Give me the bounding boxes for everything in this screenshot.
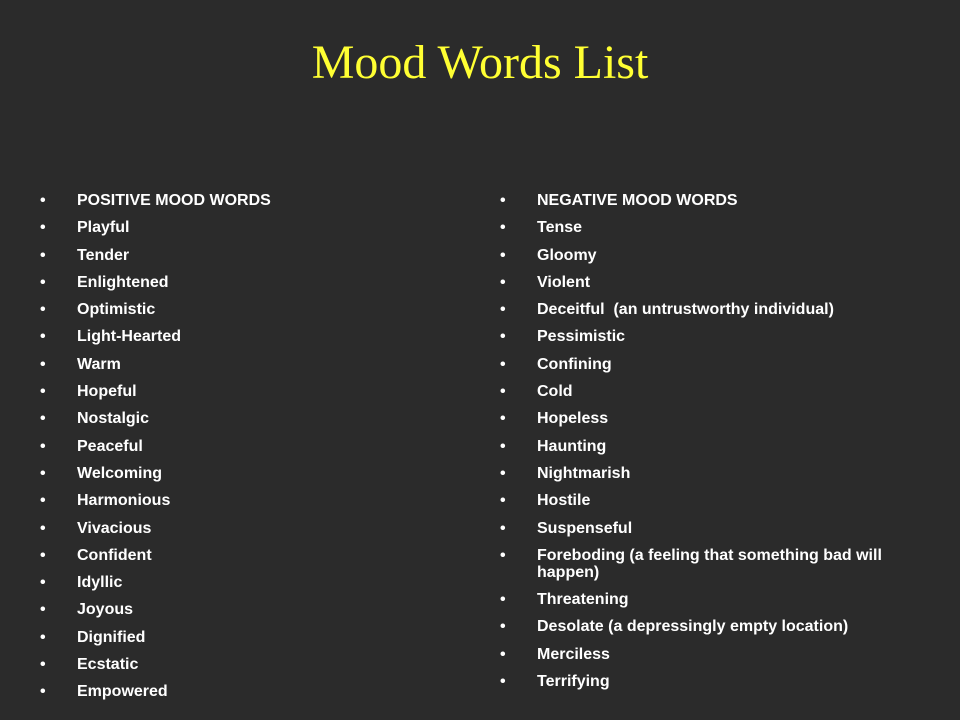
mood-word: Confident — [77, 546, 152, 564]
bullet-icon: • — [40, 519, 46, 537]
list-heading-positive: POSITIVE MOOD WORDS — [77, 192, 271, 209]
list-item — [500, 673, 920, 690]
mood-word: Playful — [77, 219, 130, 237]
list-item — [40, 192, 460, 209]
bullet-icon: • — [500, 246, 506, 264]
mood-word: Vivacious — [77, 519, 152, 537]
bullet-icon: • — [500, 673, 506, 691]
mood-word: Welcoming — [77, 464, 163, 482]
list-item — [500, 492, 920, 509]
bullet-icon: • — [500, 645, 506, 663]
bullet-icon: • — [40, 656, 46, 674]
list-item — [500, 591, 920, 608]
bullet-icon: • — [40, 464, 46, 482]
bullet-icon: • — [500, 519, 506, 537]
bullet-icon: • — [500, 618, 506, 636]
list-item — [500, 465, 920, 482]
list-item — [40, 601, 460, 618]
bullet-icon: • — [40, 301, 46, 319]
mood-word: Joyous — [77, 601, 134, 619]
list-item — [40, 383, 460, 400]
mood-word: Idyllic — [77, 574, 123, 592]
bullet-icon: • — [40, 628, 46, 646]
bullet-icon: • — [500, 591, 506, 609]
bullet-icon: • — [40, 328, 46, 346]
list-item — [500, 274, 920, 291]
list-heading-negative: NEGATIVE MOOD WORDS — [537, 192, 738, 209]
list-item — [500, 356, 920, 373]
bullet-icon: • — [40, 574, 46, 592]
list-item — [40, 356, 460, 373]
list-item — [500, 192, 920, 209]
bullet-icon: • — [500, 192, 506, 209]
bullet-icon: • — [500, 546, 506, 564]
list-item — [40, 547, 460, 564]
mood-word: Harmonious — [77, 492, 171, 510]
bullet-icon: • — [500, 301, 506, 319]
mood-word: Nostalgic — [77, 410, 150, 428]
bullet-icon: • — [40, 192, 46, 209]
list-item — [40, 520, 460, 537]
bullet-icon: • — [40, 492, 46, 510]
list-item — [40, 574, 460, 591]
bullet-icon: • — [500, 355, 506, 373]
mood-word: Hostile — [537, 492, 591, 510]
mood-word: Pessimistic — [537, 328, 626, 346]
list-item — [500, 646, 920, 663]
list-item — [500, 219, 920, 236]
bullet-icon: • — [40, 410, 46, 428]
bullet-icon: • — [40, 683, 46, 701]
bullet-icon: • — [40, 355, 46, 373]
bullet-icon: • — [500, 437, 506, 455]
mood-word: Cold — [537, 383, 573, 401]
mood-word: Tender — [77, 246, 130, 264]
mood-word: Violent — [537, 273, 591, 291]
negative-mood-list — [500, 192, 920, 700]
bullet-icon: • — [40, 383, 46, 401]
mood-word: Ecstatic — [77, 656, 139, 674]
mood-word: Deceitful (an untrustworthy individual) — [537, 301, 834, 319]
slide-title: Mood Words List — [311, 36, 649, 89]
list-item — [500, 383, 920, 400]
list-item — [40, 301, 460, 318]
mood-word: Dignified — [77, 628, 146, 646]
mood-word: Confining — [537, 355, 612, 373]
mood-word: Warm — [77, 355, 121, 373]
list-item — [500, 520, 920, 537]
list-item — [500, 438, 920, 455]
list-item — [500, 618, 920, 635]
bullet-icon: • — [40, 546, 46, 564]
list-item — [40, 465, 460, 482]
list-item — [500, 301, 920, 318]
list-item — [500, 247, 920, 264]
bullet-icon: • — [500, 464, 506, 482]
mood-word: Empowered — [77, 683, 168, 701]
mood-word: Threatening — [537, 591, 629, 609]
list-item — [40, 438, 460, 455]
bullet-icon: • — [40, 219, 46, 237]
list-item — [40, 683, 460, 700]
bullet-icon: • — [40, 273, 46, 291]
mood-word: Optimistic — [77, 301, 156, 319]
bullet-icon: • — [40, 601, 46, 619]
positive-mood-list — [40, 192, 460, 711]
list-item — [40, 219, 460, 236]
mood-word: Foreboding (a feeling that something bad will happen) — [537, 546, 882, 581]
mood-word: Merciless — [537, 645, 610, 663]
mood-word: Nightmarish — [537, 464, 631, 482]
list-item — [500, 547, 920, 581]
list-item — [500, 328, 920, 345]
mood-word: Gloomy — [537, 246, 597, 264]
mood-word: Hopeful — [77, 383, 137, 401]
list-item — [40, 274, 460, 291]
mood-word: Terrifying — [537, 673, 610, 691]
list-item — [40, 629, 460, 646]
bullet-icon: • — [500, 219, 506, 237]
mood-word: Light-Hearted — [77, 328, 181, 346]
bullet-icon: • — [500, 328, 506, 346]
bullet-icon: • — [500, 273, 506, 291]
mood-word: Tense — [537, 219, 583, 237]
mood-word: Enlightened — [77, 273, 169, 291]
list-item — [40, 247, 460, 264]
bullet-icon: • — [500, 410, 506, 428]
list-item — [500, 410, 920, 427]
bullet-icon: • — [500, 383, 506, 401]
mood-word: Peaceful — [77, 437, 143, 455]
mood-word: Haunting — [537, 437, 607, 455]
mood-word: Hopeless — [537, 410, 609, 428]
list-item — [40, 656, 460, 673]
mood-word: Suspenseful — [537, 519, 633, 537]
list-item — [40, 328, 460, 345]
list-item — [40, 492, 460, 509]
list-item — [40, 410, 460, 427]
bullet-icon: • — [40, 246, 46, 264]
bullet-icon: • — [40, 437, 46, 455]
mood-word: Desolate (a depressingly empty location) — [537, 618, 849, 636]
bullet-icon: • — [500, 492, 506, 510]
